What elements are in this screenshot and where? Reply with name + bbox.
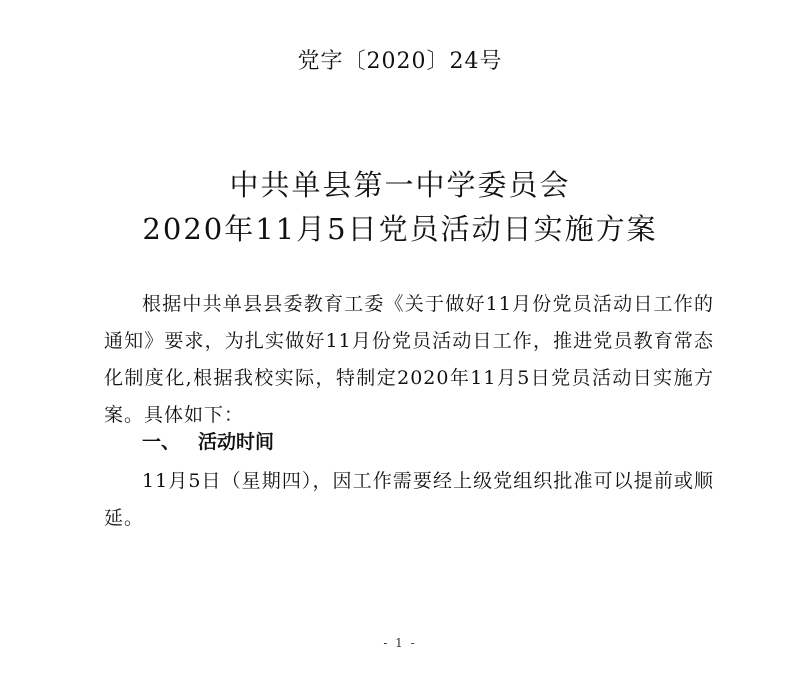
section-number: 一、	[142, 431, 181, 453]
document-title-line-2: 2020年11月5日党员活动日实施方案	[142, 212, 658, 246]
page-number: - 1 -	[383, 636, 417, 650]
intro-paragraph: 根据中共单县县委教育工委《关于做好11月份党员活动日工作的通知》要求，为扎实做好11月份党员活动日工作，推进党员教育常态化制度化,根据我校实际，特制定2020年11月5日党员活动日实施方案。具体如下：	[104, 293, 714, 426]
section-heading	[142, 427, 274, 457]
section-heading-text: 活动时间	[198, 431, 275, 453]
section-paragraph: 11月5日（星期四），因工作需要经上级党组织批准可以提前或顺延。	[104, 470, 714, 529]
document-title-line-1: 中共单县第一中学委员会	[229, 168, 571, 202]
document-number: 党字〔2020〕24号	[297, 49, 503, 74]
